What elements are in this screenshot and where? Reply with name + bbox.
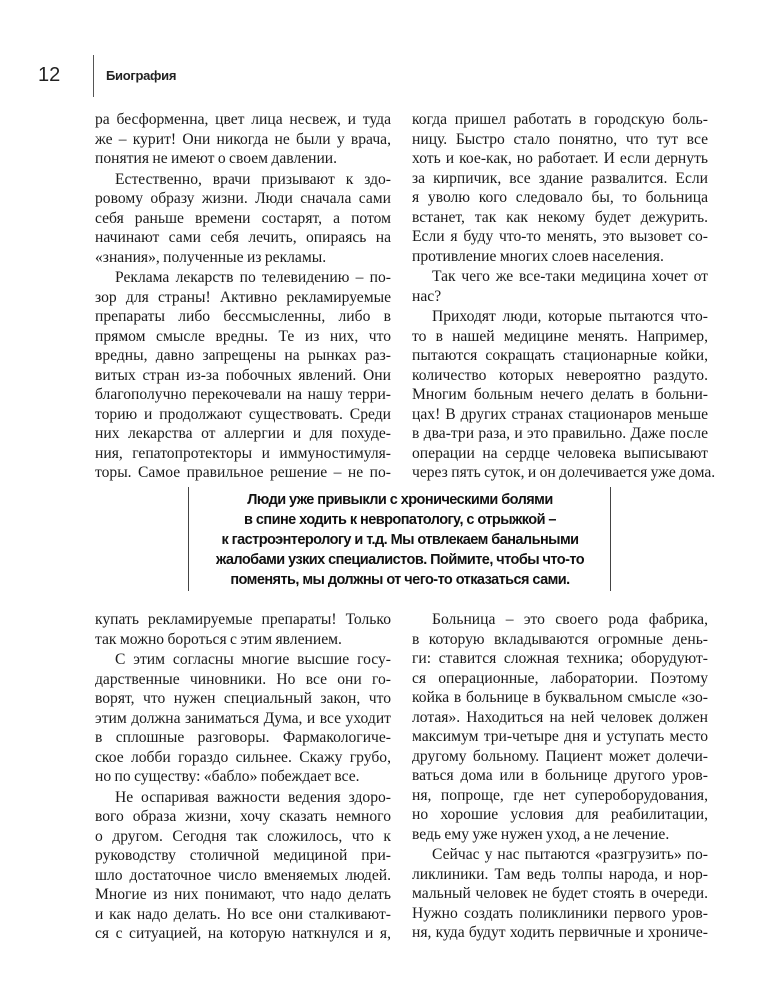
header-divider <box>93 55 94 97</box>
pull-quote-line: Люди уже привыкли с хроническими болями <box>247 492 553 508</box>
running-header: Биография <box>106 68 177 83</box>
pull-quote-line: жалобами узких специалистов. Поймите, чтобы что-то <box>215 552 585 568</box>
paragraph <box>412 307 716 483</box>
text-line: торию и продолжают существовать. Среди <box>95 405 391 423</box>
text-line: в сплошные разговоры. Фармакологиче- <box>95 729 391 746</box>
text-line: зор для страны! Активно рекламируемые <box>95 288 391 306</box>
text-line: Если я буду что-то менять, это вызовет со- <box>412 228 708 245</box>
text-line: другому больному. Пациент может долечи- <box>412 747 708 765</box>
paragraph <box>95 650 391 787</box>
text-line: же – курит! Они никогда не были у врача, <box>95 130 391 148</box>
pull-quote-line: в спине ходить к невропатологу, с отрыжкой – <box>244 512 556 528</box>
pull-quote-line: поменять, мы должны от чего-то отказаться сами. <box>230 572 570 588</box>
text-line: вого образа жизни, хочу сказать немного <box>95 808 391 825</box>
text-line: шло достаточное число вменяемых людей. <box>95 866 391 884</box>
text-line: ровому образу жизни. Люди сначала сами <box>95 190 391 207</box>
text-line: когда пришел работать в городскую боль- <box>412 111 708 128</box>
paragraph <box>412 610 708 844</box>
text-line: вредны, давно запрещены на рынках раз- <box>95 347 391 364</box>
text-line: мальный человек не будет стоять в очереди. <box>412 885 708 902</box>
text-line: Приходят люди, которые пытаются что- <box>432 308 708 325</box>
text-line: ния, гепатопротекторы и иммуностимуля- <box>95 444 391 462</box>
text-line: купать рекламируемые препараты! Только <box>95 611 391 628</box>
text-line: через пять суток, и он долечивается уже дома. <box>412 464 716 481</box>
text-line: «знания», полученные из рекламы. <box>95 248 327 266</box>
text-line: встанет, так как некому будет дежурить. <box>412 208 708 226</box>
text-line: ся с ситуацией, на которую наткнулся и я, <box>95 925 391 942</box>
paragraph <box>95 110 391 169</box>
text-line: ведь ему уже нужен уход, а не лечение. <box>412 825 670 843</box>
text-line: Не оспаривая важности ведения здоро- <box>115 788 391 806</box>
text-line: препараты либо бессмысленны, либо в <box>95 308 391 325</box>
text-line: ницу. Быстро стало понятно, что тут все <box>412 130 708 148</box>
text-line: ги: ставится сложная техника; оборудуют- <box>412 650 708 667</box>
text-line: в два-три раза, и это правильно. Даже после <box>412 425 708 442</box>
text-line: количество которых невероятно раздуто. <box>412 366 708 384</box>
bottom-left-column <box>95 610 391 944</box>
pull-quote-line: к гастроэнтерологу и т.д. Мы отвлекаем банальными <box>221 532 579 548</box>
text-line: Сейчас у нас пытаются «разгрузить» по- <box>432 846 708 863</box>
text-line: Нужно создать поликлиники первого уров- <box>412 904 708 922</box>
text-line: то в нашей медицине менять. Например, <box>412 327 708 345</box>
pull-quote-right-rule <box>610 487 611 591</box>
text-line: но хорошие условия для реабилитации, <box>412 806 708 823</box>
text-line: торы. Самое правильное решение – не по- <box>95 464 391 481</box>
text-line: максимум три-четыре дня и уступать место <box>412 728 708 745</box>
text-line: цах! В других странах стационаров меньше <box>412 405 708 423</box>
text-line: благополучно перекочевали на нашу терри- <box>95 386 391 403</box>
text-line: дарственные чиновники. Но все они го- <box>95 670 391 688</box>
text-line: пытаются сокращать стационарные койки, <box>412 347 708 364</box>
text-line: ся операционные, лаборатории. Поэтому <box>412 669 708 687</box>
text-line: ликлиники. Там ведь толпы народа, и нор- <box>412 865 708 883</box>
text-line: за кирпичик, все здание развалится. Если <box>412 169 708 187</box>
text-line: хоть и кое-как, но работает. И если дернуть <box>412 150 708 167</box>
pull-quote-left-rule <box>188 487 189 591</box>
pull-quote <box>190 490 610 590</box>
text-line: С этим согласны многие высшие госу- <box>115 651 391 668</box>
text-line: операции на сердце человека выписывают <box>412 444 708 462</box>
text-line: себя раньше времени состарят, а потом <box>95 209 391 227</box>
text-line: ня, куда будут ходить первичные и хрониче- <box>412 924 708 941</box>
text-line: и как надо делать. Но все они сталкивают- <box>95 905 391 923</box>
text-line: койка в больнице в буквальном смысле «зо- <box>412 689 708 706</box>
text-line: начинают сами себя лечить, опираясь на <box>95 229 391 246</box>
paragraph <box>412 845 708 943</box>
top-left-column <box>95 110 391 483</box>
text-line: ра бесформенна, цвет лица несвеж, и туда <box>95 111 391 128</box>
text-line: Многие из них понимают, что надо делать <box>95 886 391 903</box>
text-line: ворят, что нужен специальный закон, что <box>95 690 391 707</box>
text-line: я уволю кого следовало бы, то больница <box>412 189 708 206</box>
paragraph <box>95 268 391 483</box>
text-line: понятия не имеют о своем давлении. <box>95 150 338 167</box>
top-right-column <box>412 110 716 483</box>
page-number: 12 <box>38 64 61 86</box>
paragraph <box>95 788 391 944</box>
text-line: Так чего же все-таки медицина хочет от <box>432 268 708 285</box>
text-line: них лекарства от аллергии и для похуде- <box>95 425 391 442</box>
text-line: Естественно, врачи призывают к здо- <box>115 170 391 188</box>
paragraph <box>95 170 391 268</box>
text-line: но по существу: «бабло» побеждает все. <box>95 768 360 785</box>
text-line: о другом. Сегодня так сложилось, что к <box>95 827 391 845</box>
paragraph <box>412 267 708 306</box>
text-line: ня, попроще, где нет супероборудования, <box>412 786 708 804</box>
text-line: руководству столичной медициной при- <box>95 847 391 864</box>
text-line: Больница – это своего рода фабрика, <box>432 611 708 628</box>
text-line: противление многих слоев населения. <box>412 247 664 265</box>
text-line: Многим больным нечего делать в больни- <box>412 386 708 403</box>
bottom-right-column <box>412 610 708 943</box>
text-line: Реклама лекарств по телевидению – по- <box>115 269 391 286</box>
text-line: нас? <box>412 287 442 305</box>
text-line: этим должна заниматься Дума, и все уходит <box>95 709 391 727</box>
paragraph <box>412 110 708 266</box>
text-line: ваться дома или в больнице другого уров- <box>412 767 708 784</box>
text-line: витых стран из-за побочных явлений. Они <box>95 366 391 384</box>
text-line: так можно бороться с этим явлением. <box>95 630 342 648</box>
text-line: ское лобби гораздо сильнее. Скажу грубо, <box>95 748 391 766</box>
text-line: в которую вкладываются огромные день- <box>412 630 708 648</box>
text-line: прямом смысле вредны. Те из них, что <box>95 327 391 345</box>
paragraph <box>95 610 391 649</box>
text-line: лотая». Находиться на ней человек должен <box>412 708 708 726</box>
